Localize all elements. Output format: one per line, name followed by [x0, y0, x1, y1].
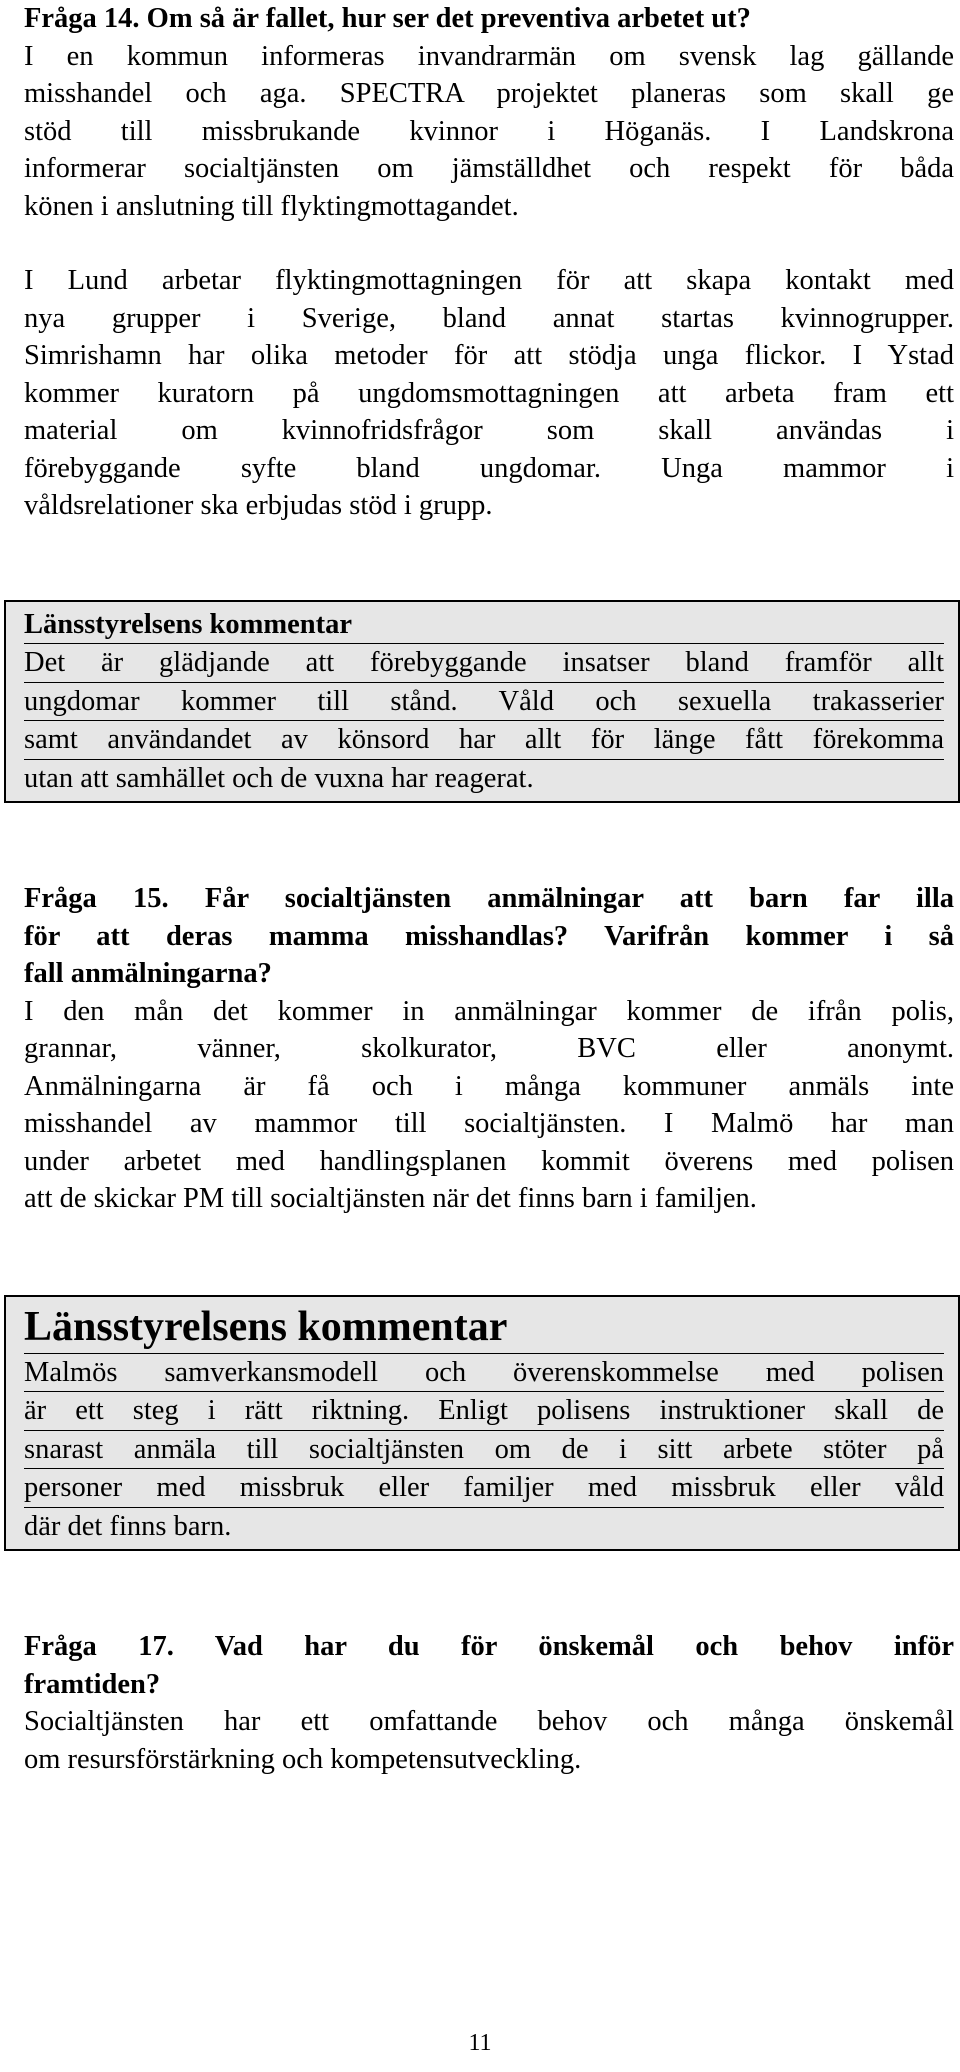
text-line: att de skickar PM till socialtjänsten när det finns barn i familjen. — [24, 1183, 757, 1214]
text-line: misshandel av mammor till socialtjänsten. I Malmö har man — [24, 1108, 954, 1139]
question-15 — [24, 880, 954, 1218]
comment-box-1 — [4, 600, 960, 804]
text-line: Socialtjänsten har ett omfattande behov och många önskemål — [24, 1706, 954, 1737]
document-page — [24, 0, 954, 1778]
question-15-heading — [24, 880, 954, 993]
text-line: material om kvinnofridsfrågor som skall användas i — [24, 415, 954, 446]
question-14-paragraph-1 — [24, 38, 954, 226]
question-14 — [24, 0, 954, 525]
text-line: Anmälningarna är få och i många kommuner anmäls inte — [24, 1070, 954, 1102]
text-line: Simrishamn har olika metoder för att stödja unga flickor. I Ystad — [24, 340, 954, 371]
text-line: våldsrelationer ska erbjudas stöd i grupp. — [24, 490, 493, 521]
text-line: grannar, vänner, skolkurator, BVC eller anonymt. — [24, 1033, 954, 1064]
text-line: förebyggande syfte bland ungdomar. Unga mammor i — [24, 452, 954, 484]
heading-line: fall anmälningarna? — [24, 958, 272, 989]
comment-box-2 — [4, 1295, 960, 1552]
comment-line: samt användandet av könsord har allt för länge fått förekomma — [24, 721, 944, 760]
text-line: I den mån det kommer in anmälningar kommer de ifrån polis, — [24, 995, 954, 1027]
heading-line: Fråga 17. Vad har du för önskemål och behov inför — [24, 1631, 954, 1662]
comment-line: ungdomar kommer till stånd. Våld och sexuella trakasserier — [24, 683, 944, 722]
question-17-paragraph — [24, 1703, 954, 1778]
text-line: I Lund arbetar flyktingmottagningen för att skapa kontakt med — [24, 265, 954, 296]
heading-line: för att deras mamma misshandlas? Varifrån kommer i så — [24, 920, 954, 952]
question-15-paragraph — [24, 993, 954, 1218]
comment-line: är ett steg i rätt riktning. Enligt polisens instruktioner skall de — [24, 1392, 944, 1431]
text-line: stöd till missbrukande kvinnor i Höganäs. I Landskrona — [24, 115, 954, 147]
heading-line: framtiden? — [24, 1668, 161, 1700]
comment-line: Malmös samverkansmodell och överenskommelse med polisen — [24, 1354, 944, 1393]
comment-line: där det finns barn. — [24, 1510, 232, 1542]
text-line: I en kommun informeras invandrarmän om svensk lag gällande — [24, 40, 954, 72]
comment-line: personer med missbruk eller familjer med missbruk eller våld — [24, 1469, 944, 1508]
text-line: om resursförstärkning och kompetensutveckling. — [24, 1743, 582, 1775]
heading-line: Fråga 15. Får socialtjänsten anmälningar att barn far illa — [24, 883, 954, 914]
text-line: under arbetet med handlingsplanen kommit överens med polisen — [24, 1145, 954, 1177]
comment-box-1-heading: Länsstyrelsens kommentar — [24, 606, 944, 645]
text-line: kommer kuratorn på ungdomsmottagningen att arbeta fram ett — [24, 377, 954, 409]
page-number: 11 — [468, 2030, 492, 2056]
question-14-heading: Fråga 14. Om så är fallet, hur ser det preventiva arbetet ut? — [24, 3, 751, 34]
question-17 — [24, 1628, 954, 1778]
comment-line: Det är glädjande att förebyggande insatser bland framför allt — [24, 644, 944, 683]
text-line: könen i anslutning till flyktingmottagandet. — [24, 190, 519, 222]
comment-line: snarast anmäla till socialtjänsten om de i sitt arbete stöter på — [24, 1431, 944, 1470]
text-line: misshandel och aga. SPECTRA projektet planeras som skall ge — [24, 78, 954, 109]
comment-box-2-heading: Länsstyrelsens kommentar — [24, 1301, 944, 1354]
text-line: informerar socialtjänsten om jämställdhet och respekt för båda — [24, 153, 954, 184]
comment-line: utan att samhället och de vuxna har reagerat. — [24, 762, 534, 794]
question-14-paragraph-2 — [24, 262, 954, 525]
text-line: nya grupper i Sverige, bland annat startas kvinnogrupper. — [24, 302, 954, 334]
question-17-heading — [24, 1628, 954, 1703]
